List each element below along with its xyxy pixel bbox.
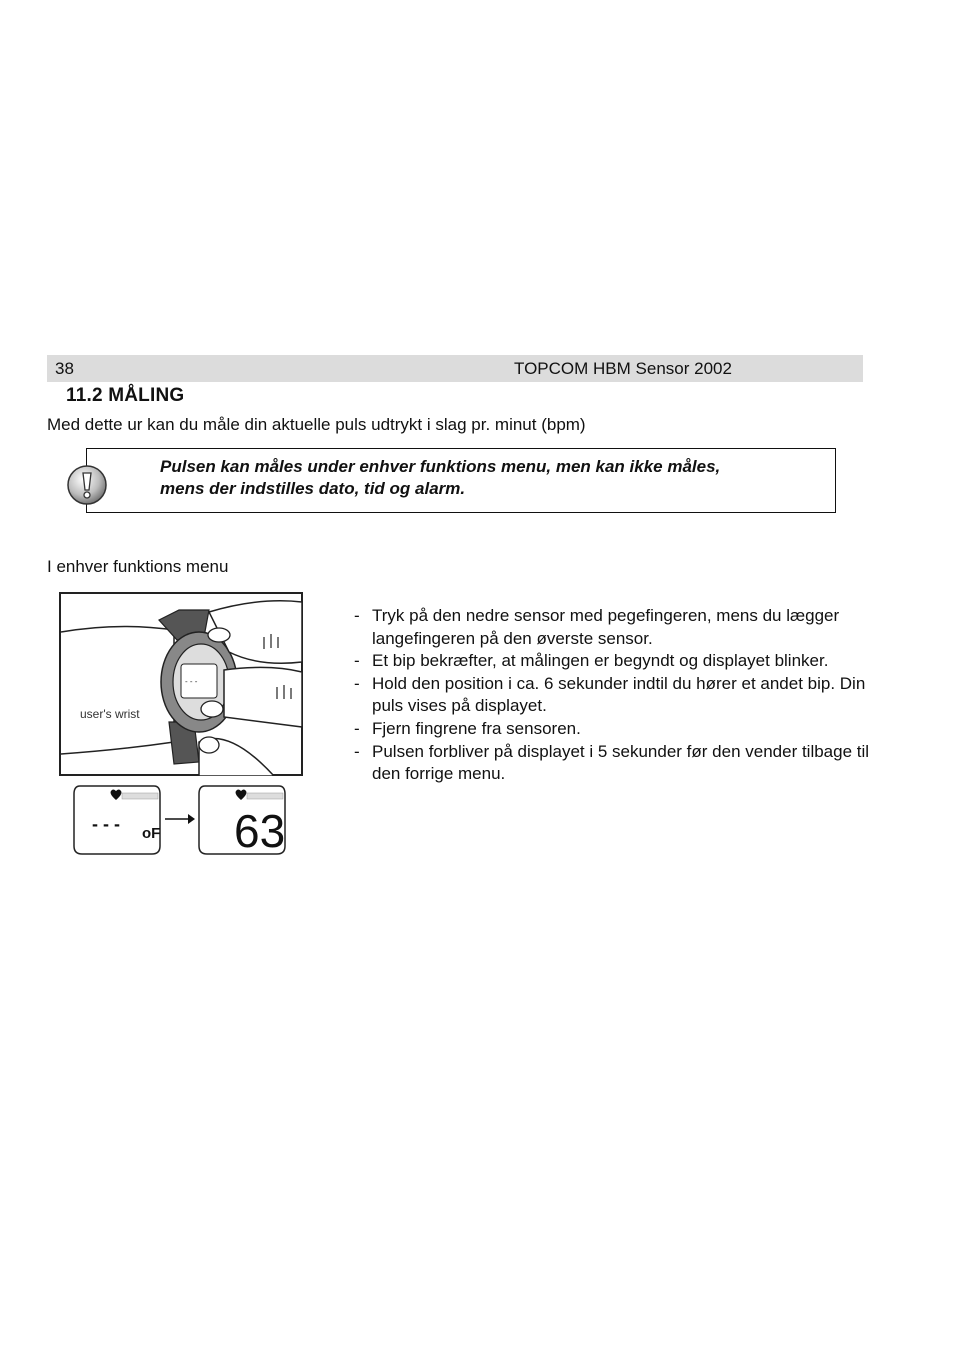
list-item: - Pulsen forbliver på displayet i 5 sekunder før den vender tilbage til den forrige menu. xyxy=(354,741,870,784)
subheading: I enhver funktions menu xyxy=(47,557,229,576)
page-number: 38 xyxy=(55,359,74,378)
page-header xyxy=(47,355,863,382)
arrow-right-icon xyxy=(164,812,196,826)
wrist-label: user's wrist xyxy=(80,707,140,721)
wrist-illustration xyxy=(59,592,303,776)
display-dashes: - - - xyxy=(92,814,120,834)
note-line-1: Pulsen kan måles under enhver funktions menu, men kan ikke måles, xyxy=(160,457,721,476)
display-value: 63 xyxy=(234,805,286,856)
list-item: - Hold den position i ca. 6 sekunder indtil du hører et andet bip. Din puls vises på displayet. xyxy=(354,673,866,716)
steps-list xyxy=(352,605,872,786)
display-after xyxy=(197,784,287,856)
svg-text:- - -: - - - xyxy=(185,677,198,686)
intro-text: Med dette ur kan du måle din aktuelle puls udtrykt i slag pr. minut (bpm) xyxy=(47,415,586,434)
display-before xyxy=(72,784,162,856)
list-item: - Tryk på den nedre sensor med pegefingeren, mens du lægger langefingeren på den øverste sensor. xyxy=(354,606,840,648)
list-item: - Et bip bekræfter, at målingen er begyndt og displayet blinker. xyxy=(354,651,829,671)
note-text xyxy=(160,456,820,500)
document-title: TOPCOM HBM Sensor 2002 xyxy=(514,359,732,378)
section-heading: 11.2 MÅLING xyxy=(66,385,185,406)
exclamation-icon xyxy=(66,464,108,506)
display-suffix: oF xyxy=(142,825,161,842)
list-item: - Fjern fingrene fra sensoren. xyxy=(354,718,581,738)
note-box xyxy=(86,448,836,513)
note-line-2: mens der indstilles dato, tid og alarm. xyxy=(160,479,466,498)
